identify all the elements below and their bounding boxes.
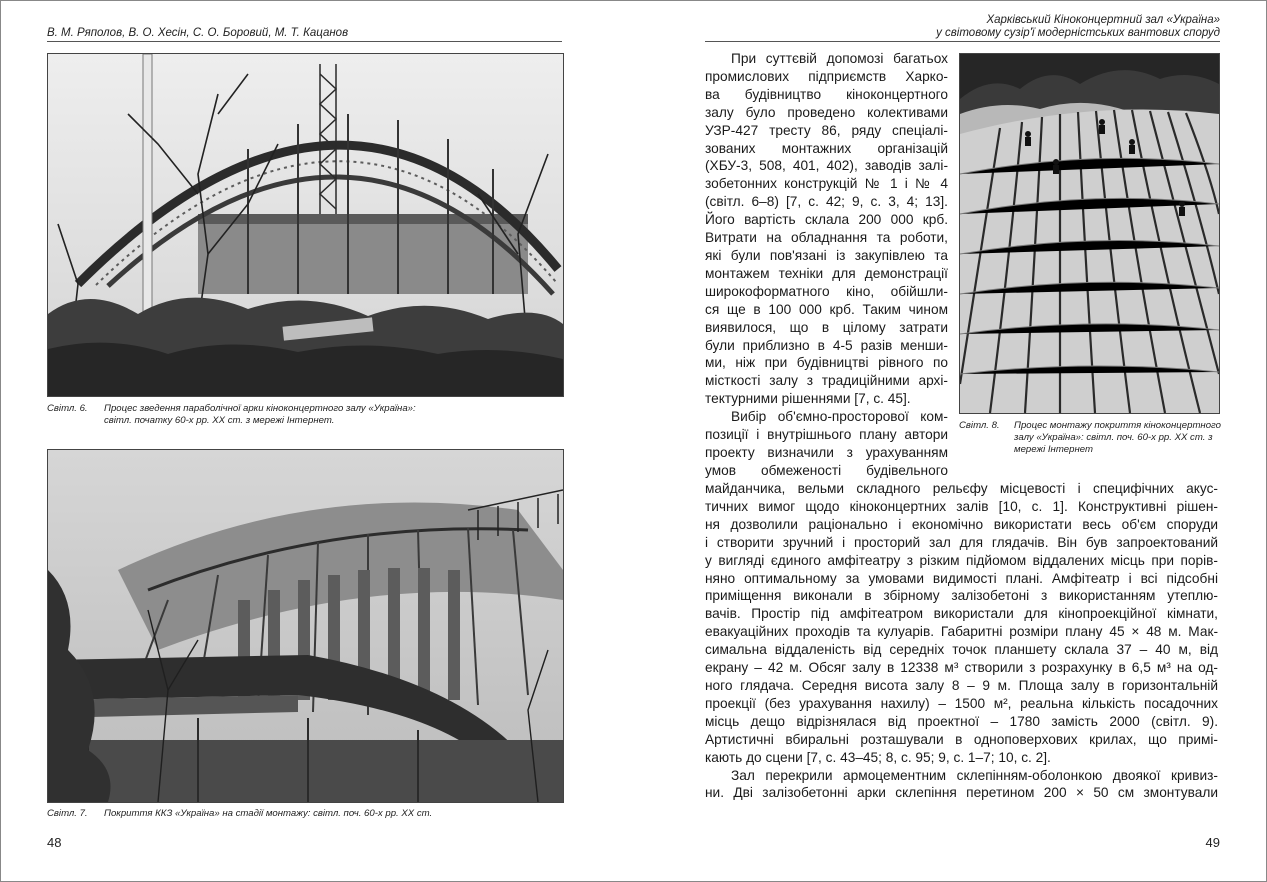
photo-arch-construction <box>47 53 564 397</box>
text-line: симальна віддаленість від середніх точок планшету склала 37 – 40 м, від <box>705 642 1218 658</box>
caption-figure-6-label: Світл. 6. <box>47 403 88 414</box>
text-line: промислових підприємств Харко- <box>705 68 948 84</box>
text-line: екрану – 42 м. Обсяг залу в 12338 м³ створили з розрахунку в 6,5 м³ на од- <box>705 660 1218 676</box>
header-rule <box>705 41 1220 42</box>
text-line: Витрати на обладнання та роботи, <box>705 230 948 246</box>
text-line: ся ще в 100 000 крб. Таким чином <box>705 301 948 317</box>
text-line: (ХБУ-3, 508, 401, 402), заводів залі- <box>705 158 948 174</box>
text-line: вачів. Простір під амфітеатром використали для кінопроекційної кімнати, <box>705 606 1218 622</box>
caption-figure-7-label: Світл. 7. <box>47 808 88 819</box>
text-line: няно оптимальному за умовами видимості плані. Амфітеатр і всі підсобні <box>705 570 1218 586</box>
body-text-full-width <box>705 480 1218 802</box>
text-line: проекту визначили з урахуванням <box>705 444 948 460</box>
text-line: Зал перекрили армоцементним склепінням-оболонкою двоякої кривиз- <box>731 767 1218 783</box>
text-line: умов обмеженості будівельного <box>705 462 948 478</box>
text-line: приміщення виконали в збірному залізобетоні з використанням утеплю- <box>705 588 1218 604</box>
caption-figure-6-line-2: світл. початку 60-х рр. ХХ ст. з мережі Інтернет. <box>104 415 335 426</box>
page-number-right: 49 <box>1205 835 1220 850</box>
text-line: монтажем техніки для демонстрації <box>705 265 948 281</box>
right-page <box>641 1 1266 881</box>
text-line: УЗР-427 тресту 86, ряду спеціалі- <box>705 122 948 138</box>
text-line: Вибір об'ємно-просторової ком- <box>731 409 948 425</box>
text-line: місць дещо відрізнялася від проектної – 1780 замість 2000 (світл. 9). <box>705 713 1218 729</box>
text-line: ни. Дві залізобетонні арки склепіння перетином 200 × 50 см змонтували <box>705 785 1218 801</box>
photo-roof-installation <box>959 53 1220 414</box>
text-line: широкоформатного кіно, обійшли- <box>705 283 948 299</box>
text-line: виявилося, що в цілому затрати <box>705 319 948 335</box>
text-line: зованих монтажних організацій <box>705 140 948 156</box>
text-line: тектурними рішеннями [7, с. 45]. <box>705 391 911 407</box>
text-line: були приблизно в 4-5 разів менши- <box>705 337 948 353</box>
caption-figure-8 <box>959 420 1229 460</box>
text-line: які були пов'язані із закупівлею та <box>705 247 948 263</box>
page-number-left: 48 <box>47 835 62 850</box>
caption-figure-6 <box>47 403 562 431</box>
text-line: зобетонних конструкцій № 1 і № 4 <box>705 176 948 192</box>
text-line: Його вартість склала 200 000 крб. <box>705 212 948 228</box>
text-line: ня дозволили раціонально і економічно використати весь об'єм споруди <box>705 516 1218 532</box>
running-head-authors: В. М. Ряполов, В. О. Хесін, С. О. Боровий, М. Т. Кацанов <box>47 27 349 39</box>
photo-roof-assembly <box>47 449 564 803</box>
running-head-title-line-1: Харківський Кіноконцертний зал «Україна» <box>986 14 1220 26</box>
caption-figure-8-label: Світл. 8. <box>959 420 1000 431</box>
caption-figure-7 <box>47 808 562 822</box>
text-line: евакуаційних проходів та кулуарів. Габаритні розміри плану 45 × 48 м. Мак- <box>705 624 1218 640</box>
running-head-title-line-2: у світовому сузір'ї модерністських вантових споруд <box>936 27 1220 39</box>
text-line: ва будівництво кіноконцертного <box>705 86 948 102</box>
text-line: позиції і внутрішнього плану автори <box>705 427 948 443</box>
text-line: майданчика, вельми складного рельєфу місцевості і специфічних акус- <box>705 481 1218 496</box>
text-line: (світл. 6–8) [7, с. 42; 9, с. 3, 4; 13]. <box>705 194 948 210</box>
running-head-title <box>660 14 1220 40</box>
caption-figure-8-line-2: 60-х рр. ХХ ст. з мережі Інтернет <box>1014 432 1213 455</box>
caption-figure-8-line-1: Процес монтажу покриття кіноконцертного залу «Україна»: світл. поч. <box>1014 420 1222 443</box>
body-text-narrow-column <box>705 50 948 480</box>
text-line: ного глядача. Середня висота залу 8 – 9 м. Площа залу в горизонтальній <box>705 677 1218 693</box>
text-line: ми, ніж при будівництві рівного по <box>705 355 948 371</box>
text-line: місткості залу з традиційними архі- <box>705 373 948 389</box>
text-line: залу було проведено колективами <box>705 104 948 120</box>
text-line: кають до сцени [7, с. 43–45; 8, с. 95; 9, с. 1–7; 10, с. 2]. <box>705 749 1051 765</box>
text-line: При суттєвій допомозі багатьох <box>731 51 948 66</box>
caption-figure-6-line-1: Процес зведення параболічної арки кіноконцертного залу «Україна»: <box>104 403 416 414</box>
caption-figure-8-text <box>1014 420 1222 456</box>
text-line: і створити зручний і просторий зал для глядачів. Він був запроектований <box>705 534 1218 550</box>
header-rule <box>47 41 562 42</box>
text-line: тичних вимог щодо кіноконцертних залів [10, с. 1]. Конструктивні рішен- <box>705 498 1218 514</box>
text-line: Артистичні вбиральні розташували в одноповерхових крилах, що примі- <box>705 731 1218 747</box>
text-line: проекції (без урахування нахилу) – 1500 м², реальна кількість посадочних <box>705 695 1218 711</box>
left-page <box>1 1 621 881</box>
caption-figure-7-line-1: Покриття ККЗ «Україна» на стадії монтажу: світл. поч. 60-х рр. ХХ ст. <box>104 808 433 819</box>
text-line: у вигляді єдиного амфітеатру з різким підйомом віддалених місць при порів- <box>705 552 1218 568</box>
